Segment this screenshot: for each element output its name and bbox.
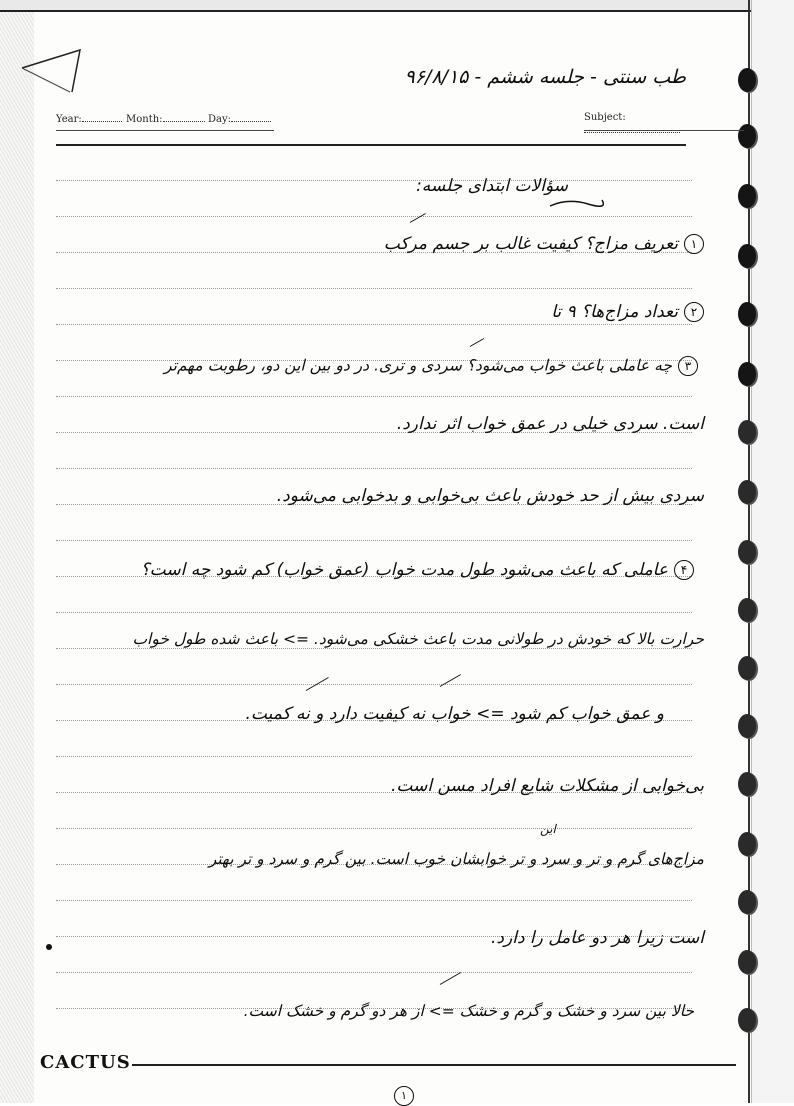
subject-field: Subject:	[584, 112, 686, 136]
ruled-line	[56, 540, 692, 541]
binder-hole	[738, 540, 756, 564]
binder-hole	[738, 420, 756, 444]
day-field: Day:	[208, 112, 271, 125]
question-1: ۱تعریف مزاج؟ کیفیت غالب بر جسم مرکب	[384, 234, 704, 254]
answer-line: است زیرا هر دو عامل را دارد.	[491, 928, 704, 948]
scan-right-edge	[751, 0, 794, 1103]
binder-hole	[738, 1008, 756, 1032]
ruled-line	[56, 756, 692, 757]
ruled-line	[56, 396, 692, 397]
binder-hole	[738, 244, 756, 268]
folded-corner	[0, 0, 120, 100]
answer-line: حرارت بالا که خودش در طولانی مدت باعث خشکی می‌شود. => باعث شده طول خواب	[132, 630, 704, 648]
questions-heading: سؤالات ابتدای جلسه:	[416, 176, 568, 196]
subject-underline	[584, 130, 744, 131]
header-fields	[56, 112, 686, 134]
ruled-line	[56, 180, 692, 181]
binder-hole	[738, 598, 756, 622]
binder-hole	[738, 832, 756, 856]
binder-hole	[738, 362, 756, 386]
ruled-line	[56, 216, 692, 217]
question-3: ۳چه عاملی باعث خواب می‌شود؟ سردی و تری. در دو بین این دو، رطوبت مهم‌تر	[164, 356, 698, 376]
ruled-line	[56, 900, 692, 901]
ink-dot	[46, 944, 52, 950]
accent-mark	[440, 972, 461, 985]
question-number: ۱	[684, 234, 704, 254]
accent-mark	[410, 213, 426, 223]
ruled-line	[56, 684, 692, 685]
binder-hole	[738, 714, 756, 738]
ruled-line	[56, 612, 692, 613]
ruled-line	[56, 972, 692, 973]
answer-line: و عمق خواب کم شود => خواب نه کیفیت دارد و نه کمیت.	[245, 704, 664, 724]
binder-hole	[738, 890, 756, 914]
binder-hole	[738, 772, 756, 796]
answer-line: مزاج‌های گرم و تر و سرد و تر خوابشان خوب است. بین گرم و سرد و تر بهتر	[208, 850, 704, 868]
answer-line: بی‌خوابی از مشکلات شایع افراد مسن است.	[391, 776, 704, 796]
question-number: ۴	[674, 560, 694, 580]
binder-hole	[738, 656, 756, 680]
binder-hole	[738, 68, 756, 92]
accent-mark	[470, 338, 484, 347]
question-4: ۴عاملی که باعث می‌شود طول مدت خواب (عمق خواب) کم شود چه است؟	[141, 560, 694, 580]
accent-mark	[440, 674, 461, 687]
answer-line: حالا بین سرد و خشک و گرم و خشک => از هر دو گرم و خشک است.	[243, 1002, 694, 1020]
binder-hole	[738, 302, 756, 326]
answer-line: سردی بیش از حد خودش باعث بی‌خوابی و بدخوابی می‌شود.	[276, 486, 704, 506]
date-underline	[56, 130, 274, 131]
brand-logo: CACTUS	[40, 1052, 131, 1073]
ruled-line	[56, 828, 692, 829]
binder-hole	[738, 480, 756, 504]
ruled-line	[56, 288, 692, 289]
question-number: ۲	[684, 302, 704, 322]
ruled-line	[56, 324, 692, 325]
header-rule	[56, 144, 686, 146]
page-number: ۱	[394, 1086, 414, 1106]
question-2: ۲تعداد مزاج‌ها؟ ۹ تا	[551, 302, 704, 322]
heading-underline-mark	[548, 196, 604, 210]
scan-left-edge	[0, 0, 34, 1103]
binder-hole	[738, 950, 756, 974]
answer-line: است. سردی خیلی در عمق خواب اثر ندارد.	[396, 414, 704, 434]
ruled-line	[56, 468, 692, 469]
month-field: Month:	[126, 112, 205, 125]
page-title: طب سنتی - جلسه ششم - ۹۶/۸/۱۵	[404, 66, 686, 88]
binder-hole	[738, 124, 756, 148]
binder-hole	[738, 184, 756, 208]
footer-rule	[132, 1064, 736, 1066]
ruled-line	[56, 648, 692, 649]
inserted-word: این	[540, 822, 556, 836]
year-field: Year:	[56, 112, 122, 125]
question-number: ۳	[678, 356, 698, 376]
